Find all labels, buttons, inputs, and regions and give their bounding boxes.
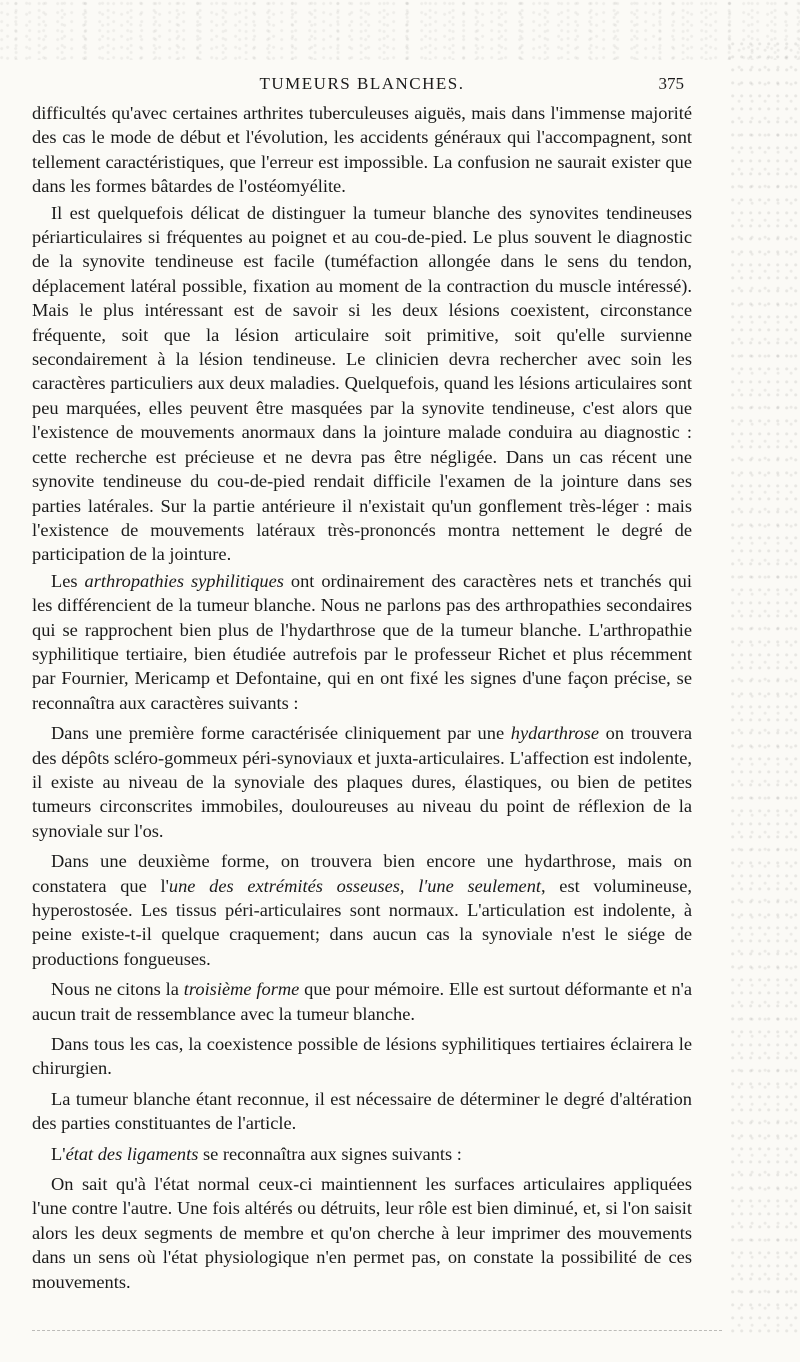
paragraph-text: Dans une première forme caractérisée cliniquement par une — [51, 723, 511, 744]
paragraph — [32, 977, 692, 1026]
paragraph: On sait qu'à l'état normal ceux-ci maintiennent les surfaces articulaires appliquées l'une contre l'autre. Une fois altérés ou détruits, leur rôle est bien diminué, et, si l'on saisit alors les deux segments de membre et qu'on cherche à leur imprimer des mouvements dans un sens où l'état physiologique n'en permet pas, on constate la possibilité de ces mouvements. — [32, 1174, 692, 1292]
paragraph — [32, 1142, 692, 1166]
paragraph-text: Les — [51, 570, 85, 591]
paragraph: difficultés qu'avec certaines arthrites tuberculeuses aiguës, mais dans l'immense majorité des cas le mode de début et l'évolution, les accidents généraux qui l'accompagnent, sont tellement caractéristiques, que l'erreur est impossible. La confusion ne saurait exister que dans les formes bâtardes de l'ostéomyélite. — [32, 103, 692, 197]
paragraph-text: ont ordinairement des caractères nets et tranchés qui les différencient de la tumeur blanche. Nous ne parlons pas des arthropathies secondaires qui se rapprochent bien plus de l'hydarthrose que de la tumeur blanche. L'arthropathie syphilitique tertiaire, bien étudiée autrefois par le professeur Richet et plus récemment par Fournier, Mericamp et Defontaine, qui en ont fixé les signes d'une façon précise, se reconnaîtra aux caractères suivants : — [32, 570, 692, 713]
italic-term: arthropathies syphilitiques — [84, 570, 284, 591]
paragraph: La tumeur blanche étant reconnue, il est nécessaire de déterminer le degré d'altération des parties constituantes de l'article. — [32, 1088, 692, 1134]
paragraph — [32, 849, 692, 971]
bottom-edge-marks — [32, 1330, 722, 1331]
paragraph-text: se reconnaîtra aux signes suivants : — [198, 1143, 462, 1164]
italic-term: troisième forme — [183, 979, 300, 1000]
paragraph — [32, 569, 692, 715]
page-header — [32, 74, 692, 100]
paragraph — [32, 721, 692, 843]
paragraph-text: on trouvera des dépôts scléro-gommeux péri-synoviaux et juxta-articulaires. L'affection est indolente, il existe au niveau de la synoviale des plaques dures, élastiques, ou bien de petites tumeurs circonscrites immobiles, douloureuses au niveau du point de réflexion de la synoviale sur l'os. — [32, 723, 693, 841]
paragraph-text: Dans une deuxième forme, on trouvera bien encore une hydarthrose, mais on constatera que l' — [32, 851, 692, 896]
running-title: TUMEURS BLANCHES. — [259, 74, 465, 93]
italic-term: état des ligaments — [65, 1143, 199, 1164]
paragraph-text: , est volumineuse, hyperostosée. Les tissus péri-articulaires sont normaux. L'articulation est indolente, à peine existe-t-il quelque craquement; dans aucun cas la synoviale n'est le siége de productions fongueuses. — [32, 875, 692, 969]
page-edge-speckle — [0, 0, 800, 60]
page-margin-speckle — [730, 40, 800, 1340]
paragraph: Dans tous les cas, la coexistence possible de lésions syphilitiques tertiaires éclairera le chirurgien. — [32, 1034, 692, 1079]
paragraph-text: que pour mémoire. Elle est surtout déformante et n'a aucun trait de ressemblance avec la tumeur blanche. — [32, 979, 693, 1024]
italic-term: une des extrémités osseuses, l'une seulement — [168, 875, 542, 896]
page-number: 375 — [658, 74, 684, 93]
paragraph-text: L' — [51, 1143, 66, 1164]
paragraph-text: Nous ne citons la — [51, 979, 184, 1000]
italic-term: hydarthrose — [510, 723, 599, 744]
paragraph: Il est quelquefois délicat de distinguer la tumeur blanche des synovites tendineuses périarticulaires si fréquentes au poignet et au cou-de-pied. Le plus souvent le diagnostic de la synovite tendineuse est facile (tuméfaction allongée dans le sens du tendon, déplacement latéral possible, fixation au moment de la contraction du muscle intéressé). Mais le plus intéressant est de savoir si les deux lésions coexistent, circonstance fréquente, soit que la lésion articulaire soit primitive, soit qu'elle survienne secondairement à la lésion tendineuse. Le clinicien devra rechercher avec soin les caractères particuliers aux deux maladies. Quelquefois, quand les lésions articulaires sont peu marquées, elles peuvent être masquées par la synovite tendineuse, c'est alors que l'existence de mouvements anormaux dans la jointure malade conduira au diagnostic : cette recherche est précieuse et ne devra pas être négligée. Dans un cas récent une synovite tendineuse du cou-de-pied rendait difficile l'examen de la jointure dans ses parties latérales. Sur la partie antérieure il n'existait qu'un gonflement très-léger : mais l'existence de mouvements latéraux très-prononcés montra nettement le degré de participation de la jointure. — [32, 202, 692, 565]
body-text — [32, 101, 692, 1294]
